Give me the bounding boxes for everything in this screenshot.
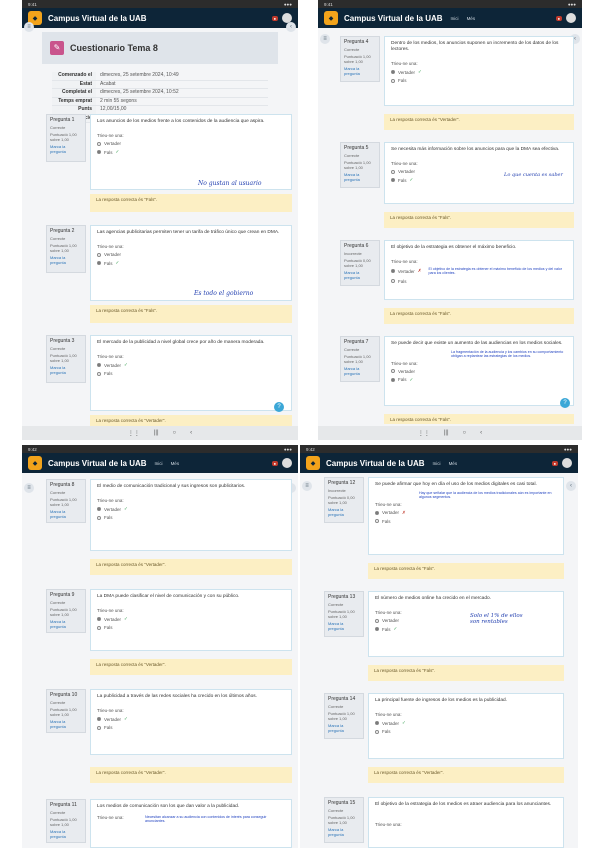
option-false[interactable] — [97, 260, 285, 266]
home-icon[interactable]: ○ — [462, 430, 467, 436]
option-label: Vertader — [104, 252, 122, 257]
check-icon: ✓ — [124, 716, 128, 721]
block-drawer-icon[interactable]: ‹ — [570, 34, 580, 44]
radio-button[interactable] — [375, 511, 379, 515]
question-number: Pregunta 12 — [328, 480, 356, 486]
radio-button[interactable] — [391, 269, 395, 273]
option-false[interactable] — [391, 279, 567, 284]
select-one-label: Trieu-ne una: — [97, 708, 124, 713]
summary-value: 12,00/15,00 — [100, 106, 127, 112]
question-text: La publicidad a través de las redes sociales ha crecido en los últimos años. — [97, 694, 257, 699]
check-icon: ✓ — [115, 149, 120, 154]
option-label: Fals — [398, 377, 407, 383]
uab-logo[interactable]: ◆ — [306, 456, 320, 470]
answer-feedback: La resposta correcta és "Fals". — [368, 665, 564, 681]
handwritten-explanation: Necesitan alcanzar a su audiencia con contenidos de interés para conseguir anunciantes. — [145, 815, 267, 824]
question-status: Correcte — [328, 808, 344, 813]
check-icon: ✓ — [115, 260, 120, 265]
select-one-label: Trieu-ne una: — [375, 610, 402, 615]
question-mark: Puntuació 1,00 sobre 1,00 — [328, 815, 355, 825]
flag-question-link[interactable]: Marca la pregunta — [50, 719, 66, 729]
question-status: Correcte — [328, 602, 344, 607]
android-nav-bar — [318, 426, 582, 440]
nav-more[interactable]: Més — [170, 460, 180, 466]
question-info — [324, 797, 364, 843]
apps-icon[interactable]: ⋮⋮ — [127, 430, 140, 437]
radio-button[interactable] — [375, 519, 379, 523]
option-label: Fals — [398, 278, 407, 284]
question-status: Correcte — [50, 490, 66, 495]
question-mark: Puntuació 1,00 sobre 1,00 — [50, 353, 77, 363]
cross-icon: ✗ — [417, 268, 422, 274]
summary-value: 2 min 55 segons — [100, 97, 137, 104]
flag-question-link[interactable]: Marca la pregunta — [50, 829, 66, 839]
question-mark: Puntuació 1,00 sobre 1,00 — [50, 243, 77, 253]
select-one-label: Trieu-ne una: — [391, 360, 418, 366]
back-icon[interactable]: ‹ — [480, 430, 483, 436]
option-label: Fals — [104, 149, 113, 155]
nav-home[interactable]: Inici — [154, 460, 163, 466]
radio-button[interactable] — [391, 178, 395, 182]
question-box — [90, 225, 292, 301]
radio-button[interactable] — [97, 717, 101, 721]
question-text: Los anuncios de los medios frente a los contenidos de la audiencia que aspira. — [97, 119, 265, 124]
handwritten-note: Lo que cuenta es saber — [504, 172, 563, 178]
answer-feedback: La resposta correcta és "Fals". — [90, 194, 292, 212]
flag-question-link[interactable]: Marca la pregunta — [344, 270, 360, 280]
summary-key: Punts — [52, 106, 96, 114]
question-box — [90, 335, 292, 411]
flag-question-link[interactable]: Marca la pregunta — [328, 827, 344, 837]
option-false[interactable] — [375, 729, 557, 734]
select-one-label: Trieu-ne una: — [97, 498, 124, 503]
handwritten-explanation: El objetivo de la estrategia es obtener el máximo beneficio de los medios y del valor para los clientes. — [428, 267, 562, 276]
flag-question-link[interactable]: Marca la pregunta — [328, 621, 344, 631]
question-text: Se necesita más información sobre los anuncios para que la DMA sea efectiva. — [391, 147, 560, 152]
question-text: El número de medios online ha crecido en el mercado. — [375, 596, 491, 601]
top-bar — [300, 453, 578, 473]
option-label: Fals — [104, 371, 113, 376]
summary-row — [52, 98, 268, 107]
question-status: Correcte — [344, 47, 360, 52]
flag-question-link[interactable]: Marca la pregunta — [328, 507, 344, 517]
question-info — [46, 689, 86, 733]
check-icon: ✓ — [393, 626, 398, 631]
question-info — [340, 336, 380, 382]
option-label: Fals — [382, 626, 391, 632]
option-label: Vertader — [104, 362, 122, 368]
screenshot-panel-3 — [22, 445, 298, 848]
option-false[interactable] — [391, 78, 567, 83]
question-number: Pregunta 2 — [50, 228, 75, 234]
uab-logo[interactable]: ◆ — [28, 11, 42, 25]
question-number: Pregunta 9 — [50, 592, 75, 598]
option-label: Fals — [104, 515, 113, 520]
summary-key: Comenzado el — [52, 72, 96, 80]
option-label: Fals — [104, 260, 113, 266]
apps-icon[interactable]: ⋮⋮ — [417, 430, 430, 437]
question-number: Pregunta 13 — [328, 594, 356, 600]
notification-icon[interactable]: ● — [553, 460, 556, 466]
question-text: La DMA puede clasificar el nivel de comunicación y con su público. — [97, 594, 240, 599]
question-box — [368, 477, 564, 555]
question-status: Incorrecte — [344, 251, 362, 256]
option-label: Fals — [398, 177, 407, 183]
status-bar: 9:41 ●●● — [22, 0, 298, 8]
question-text: Dentro de los medios, los anuncios suponen un incremento de los datos de los lectores. — [391, 41, 559, 52]
option-false[interactable] — [375, 626, 557, 632]
answer-feedback: La resposta correcta és "Vertader". — [90, 659, 292, 675]
answer-feedback: La resposta correcta és "Vertader". — [90, 559, 292, 575]
radio-button[interactable] — [97, 142, 101, 146]
question-status: Correcte — [50, 810, 66, 815]
block-drawer-icon[interactable]: ‹ — [566, 481, 576, 491]
question-box — [384, 36, 574, 106]
question-number: Pregunta 14 — [328, 696, 356, 702]
question-text: El objetivo de la estrategia de los medios es atraer audiencia para los anunciantes. — [375, 802, 552, 807]
answer-feedback: La resposta correcta és "Fals". — [384, 414, 574, 424]
question-text: El objetivo de la estrategia es obtener el máximo beneficio. — [391, 245, 517, 250]
question-box — [384, 240, 574, 300]
question-number: Pregunta 5 — [344, 145, 369, 151]
top-bar — [22, 8, 298, 28]
check-icon: ✓ — [418, 69, 422, 74]
option-false[interactable] — [97, 371, 285, 376]
question-info — [340, 142, 380, 188]
check-icon: ✓ — [124, 362, 128, 367]
android-nav-bar — [22, 426, 298, 440]
question-status: Correcte — [344, 153, 360, 158]
answer-feedback: La resposta correcta és "Vertader". — [90, 767, 292, 783]
option-label: Vertader — [104, 716, 122, 722]
nav-home[interactable]: Inici — [450, 15, 459, 21]
question-mark: Puntuació 1,00 sobre 1,00 — [50, 707, 77, 717]
answer-feedback: La resposta correcta és "Fals". — [90, 305, 292, 323]
question-number: Pregunta 4 — [344, 39, 369, 45]
handwritten-explanation: Hay que señalar que la audiencia de los medios tradicionales aún es importante en algunos segmentos. — [419, 491, 552, 500]
question-mark: Puntuació 1,00 sobre 1,00 — [50, 817, 77, 827]
select-one-label: Trieu-ne una: — [97, 244, 124, 249]
summary-row — [52, 81, 268, 90]
drawer-icon[interactable]: ≡ — [24, 483, 34, 493]
radio-button[interactable] — [97, 726, 101, 730]
option-true[interactable] — [97, 141, 285, 146]
question-info — [46, 589, 86, 633]
radio-button[interactable] — [375, 627, 379, 631]
back-icon[interactable]: ‹ — [190, 430, 193, 436]
option-label: Vertader — [104, 141, 122, 146]
nav-more[interactable]: Més — [448, 460, 458, 466]
option-label: Fals — [382, 518, 391, 524]
option-false[interactable] — [97, 515, 285, 520]
radio-button[interactable] — [97, 626, 101, 630]
summary-row — [52, 89, 268, 98]
option-true[interactable] — [391, 69, 567, 75]
radio-button[interactable] — [391, 170, 395, 174]
top-bar — [22, 453, 298, 473]
flag-question-link[interactable]: Marca la pregunta — [50, 144, 66, 154]
flag-question-link[interactable]: Marca la pregunta — [50, 509, 66, 519]
question-status: Incorrecte — [328, 488, 346, 493]
question-box — [368, 591, 564, 657]
option-true[interactable] — [97, 362, 285, 368]
handwritten-explanation: La fragmentación de la audiencia y los cambios en su comportamiento obligan a replantear las estrategias de los medios. — [451, 350, 564, 359]
quiz-icon: ✎ — [50, 41, 64, 55]
summary-key: Completat el — [52, 89, 96, 97]
avatar[interactable] — [282, 458, 292, 468]
radio-button[interactable] — [97, 261, 101, 265]
question-mark: Puntuació 1,00 sobre 1,00 — [50, 607, 77, 617]
radio-button[interactable] — [97, 617, 101, 621]
answer-feedback: La resposta correcta és "Vertader". — [368, 767, 564, 783]
question-info — [324, 591, 364, 637]
answer-feedback: La resposta correcta és "Fals". — [384, 212, 574, 228]
question-number: Pregunta 6 — [344, 243, 369, 249]
page-title: Cuestionario Tema 8 — [70, 43, 158, 53]
option-label: Fals — [104, 725, 113, 730]
question-mark: Puntuació 0,00 sobre 1,00 — [344, 258, 371, 268]
select-one-label: Trieu-ne una: — [97, 354, 124, 359]
flag-question-link[interactable]: Marca la pregunta — [344, 66, 360, 76]
select-one-label: Trieu-ne una: — [375, 822, 402, 827]
question-number: Pregunta 8 — [50, 482, 75, 488]
question-text: Las agencias publicitarias permiten tener un tarifa de tráfico único que crean en DMA. — [97, 230, 280, 235]
question-info — [46, 799, 86, 843]
flag-question-link[interactable]: Marca la pregunta — [50, 619, 66, 629]
check-icon: ✓ — [124, 506, 128, 511]
option-false[interactable] — [391, 377, 567, 383]
drawer-icon[interactable]: ≡ — [320, 34, 330, 44]
question-info — [46, 335, 86, 383]
uab-logo[interactable]: ◆ — [28, 456, 42, 470]
question-box — [384, 336, 574, 406]
question-box — [368, 797, 564, 848]
option-true[interactable] — [375, 720, 557, 726]
question-status: Correcte — [328, 704, 344, 709]
screenshot-panel-1 — [22, 0, 298, 440]
status-bar: 9:42 ●●● — [22, 445, 298, 453]
question-box — [90, 799, 292, 848]
option-true[interactable] — [97, 716, 285, 722]
question-info — [46, 479, 86, 523]
question-info — [324, 477, 364, 523]
option-label: Vertader — [104, 616, 122, 622]
check-icon: ✓ — [409, 376, 414, 382]
question-info — [340, 240, 380, 286]
answer-feedback: La resposta correcta és "Vertader". — [384, 114, 574, 130]
question-mark: Puntuació 1,00 sobre 1,00 — [328, 609, 355, 619]
select-one-label: Trieu-ne una: — [97, 815, 124, 820]
question-text: Se puede afirmar que hoy en día el uso de los medios digitales es casi total. — [375, 482, 537, 487]
question-info — [340, 36, 380, 82]
question-status: Correcte — [50, 236, 66, 241]
question-text: El medio de comunicación tradicional y sus ingresos son publicitarios. — [97, 484, 246, 489]
question-text: La principal fuente de ingresos de los medios es la publicidad. — [375, 698, 507, 703]
quiz-header — [42, 32, 278, 64]
flag-question-link[interactable]: Marca la pregunta — [344, 366, 360, 376]
flag-question-link[interactable]: Marca la pregunta — [328, 723, 344, 733]
help-icon[interactable]: ? — [274, 402, 284, 412]
question-status: Correcte — [50, 700, 66, 705]
answer-feedback: La resposta correcta és "Fals". — [384, 308, 574, 324]
question-status: Correcte — [50, 346, 66, 351]
question-number: Pregunta 1 — [50, 117, 75, 123]
option-true[interactable] — [97, 506, 285, 512]
question-info — [46, 114, 86, 162]
radio-button[interactable] — [97, 516, 101, 520]
drawer-icon[interactable]: ≡ — [24, 22, 34, 32]
option-false[interactable] — [97, 149, 285, 155]
question-number: Pregunta 15 — [328, 800, 356, 806]
option-true[interactable] — [97, 252, 285, 257]
summary-value: dimecres, 25 setembre 2024, 10:52 — [100, 89, 179, 95]
radio-button[interactable] — [97, 372, 101, 376]
brand-title[interactable]: Campus Virtual de la UAB — [326, 458, 425, 468]
summary-key: Estat — [52, 81, 96, 89]
nav-home[interactable]: Inici — [432, 460, 441, 466]
top-bar — [318, 8, 582, 28]
avatar[interactable] — [566, 13, 576, 23]
brand-title[interactable]: Campus Virtual de la UAB — [48, 458, 147, 468]
question-number: Pregunta 7 — [344, 339, 369, 345]
uab-logo[interactable]: ◆ — [324, 11, 338, 25]
option-label: Fals — [398, 78, 407, 83]
cross-icon: ✗ — [402, 509, 406, 515]
home-icon[interactable]: ○ — [172, 430, 177, 436]
question-box — [90, 114, 292, 190]
option-label: Vertader — [398, 169, 416, 174]
option-label: Vertader — [382, 720, 400, 726]
question-info — [46, 225, 86, 273]
drawer-icon[interactable]: ≡ — [302, 481, 312, 491]
brand-title[interactable]: Campus Virtual de la UAB — [48, 13, 147, 23]
nav-more[interactable]: Més — [466, 15, 476, 21]
option-true[interactable] — [97, 616, 285, 622]
question-mark: Puntuació 1,00 sobre 1,00 — [344, 54, 371, 64]
radio-button[interactable] — [391, 279, 395, 283]
avatar[interactable] — [562, 458, 572, 468]
check-icon: ✓ — [124, 616, 128, 621]
option-label: Vertader — [382, 510, 400, 516]
question-status: Correcte — [344, 347, 360, 352]
flag-question-link[interactable]: Marca la pregunta — [50, 365, 66, 375]
select-one-label: Trieu-ne una: — [97, 608, 124, 613]
status-bar: 9:42 ●●● — [300, 445, 578, 453]
option-label: Vertader — [397, 268, 415, 274]
notification-icon[interactable]: ● — [273, 460, 276, 466]
help-icon[interactable]: ? — [560, 398, 570, 408]
option-true[interactable] — [391, 369, 567, 374]
radio-button[interactable] — [375, 721, 379, 725]
check-icon: ✓ — [409, 177, 414, 182]
option-label: Vertader — [398, 368, 416, 374]
option-false[interactable] — [375, 519, 557, 524]
question-mark: Puntuació 1,00 sobre 1,00 — [344, 160, 371, 170]
summary-row — [52, 72, 268, 81]
handwritten-note: Solo el 1% de ellos son rentables — [470, 613, 523, 625]
flag-question-link[interactable]: Marca la pregunta — [50, 255, 66, 265]
summary-value: dimecres, 25 setembre 2024, 10:49 — [100, 72, 179, 78]
select-one-label: Trieu-ne una: — [375, 712, 402, 717]
question-mark: Puntuació 1,00 sobre 1,00 — [50, 132, 77, 142]
answer-feedback: La resposta correcta és "Fals". — [368, 563, 564, 579]
question-text: Se puede decir que existe un aumento de las audiencias en los medios sociales. — [391, 341, 563, 346]
option-label: Fals — [382, 729, 391, 734]
summary-key: Temps emprat — [52, 98, 96, 106]
option-false[interactable] — [97, 725, 285, 730]
question-number: Pregunta 11 — [50, 802, 77, 808]
radio-button[interactable] — [391, 70, 395, 74]
radio-button[interactable] — [391, 378, 395, 382]
question-mark: Puntuació 0,00 sobre 1,00 — [328, 495, 355, 505]
radio-button[interactable] — [97, 253, 101, 257]
answer-feedback: La resposta correcta és "Vertader". — [90, 415, 292, 427]
radio-button[interactable] — [375, 619, 379, 623]
question-box — [90, 589, 292, 651]
radio-button[interactable] — [97, 150, 101, 154]
recent-icon[interactable]: ||| — [153, 430, 159, 436]
select-one-label: Trieu-ne una: — [97, 133, 124, 138]
question-box — [90, 689, 292, 755]
block-drawer-icon[interactable]: ‹ — [286, 22, 296, 32]
notification-icon[interactable]: ● — [273, 15, 276, 21]
question-status: Correcte — [50, 600, 66, 605]
question-mark: Puntuació 1,00 sobre 1,00 — [344, 354, 371, 364]
question-mark: Puntuació 1,00 sobre 1,00 — [50, 497, 77, 507]
radio-button[interactable] — [391, 79, 395, 83]
select-one-label: Trieu-ne una: — [375, 501, 402, 507]
question-number: Pregunta 3 — [50, 338, 75, 344]
option-label: Vertader — [104, 506, 122, 512]
radio-button[interactable] — [375, 730, 379, 734]
option-true[interactable] — [375, 510, 557, 516]
question-box — [368, 693, 564, 759]
option-true[interactable] — [391, 267, 567, 276]
select-one-label: Trieu-ne una: — [391, 61, 418, 66]
status-bar: 9:41 ●●● — [318, 0, 582, 8]
screenshot-panel-2 — [318, 0, 582, 440]
question-status: Correcte — [50, 125, 66, 130]
flag-question-link[interactable]: Marca la pregunta — [344, 172, 360, 182]
select-one-label: Trieu-ne una: — [391, 259, 418, 264]
radio-button[interactable] — [391, 369, 395, 373]
summary-value: Acabat — [100, 80, 116, 87]
recent-icon[interactable]: ||| — [443, 430, 449, 436]
brand-title[interactable]: Campus Virtual de la UAB — [344, 13, 443, 23]
question-text: El mercado de la publicidad a nivel global crece por año de manera moderada. — [97, 340, 265, 345]
question-info — [324, 693, 364, 739]
select-one-label: Trieu-ne una: — [391, 161, 418, 166]
question-mark: Puntuació 1,00 sobre 1,00 — [328, 711, 355, 721]
screenshot-panel-4 — [300, 445, 578, 848]
question-number: Pregunta 10 — [50, 692, 78, 698]
radio-button[interactable] — [97, 507, 101, 511]
option-false[interactable] — [97, 625, 285, 630]
question-text: Los medios de comunicación son los que dan valor a la publicidad. — [97, 804, 240, 809]
handwritten-note: No gustan al usuario — [198, 180, 262, 187]
question-box — [90, 479, 292, 551]
option-label: Fals — [104, 625, 113, 630]
check-icon: ✓ — [402, 720, 406, 725]
radio-button[interactable] — [97, 363, 101, 367]
handwritten-note: Es todo el gobierno — [194, 290, 254, 297]
notification-icon[interactable]: ● — [557, 15, 560, 21]
option-label: Vertader — [398, 69, 416, 75]
option-label: Vertader — [382, 618, 400, 623]
